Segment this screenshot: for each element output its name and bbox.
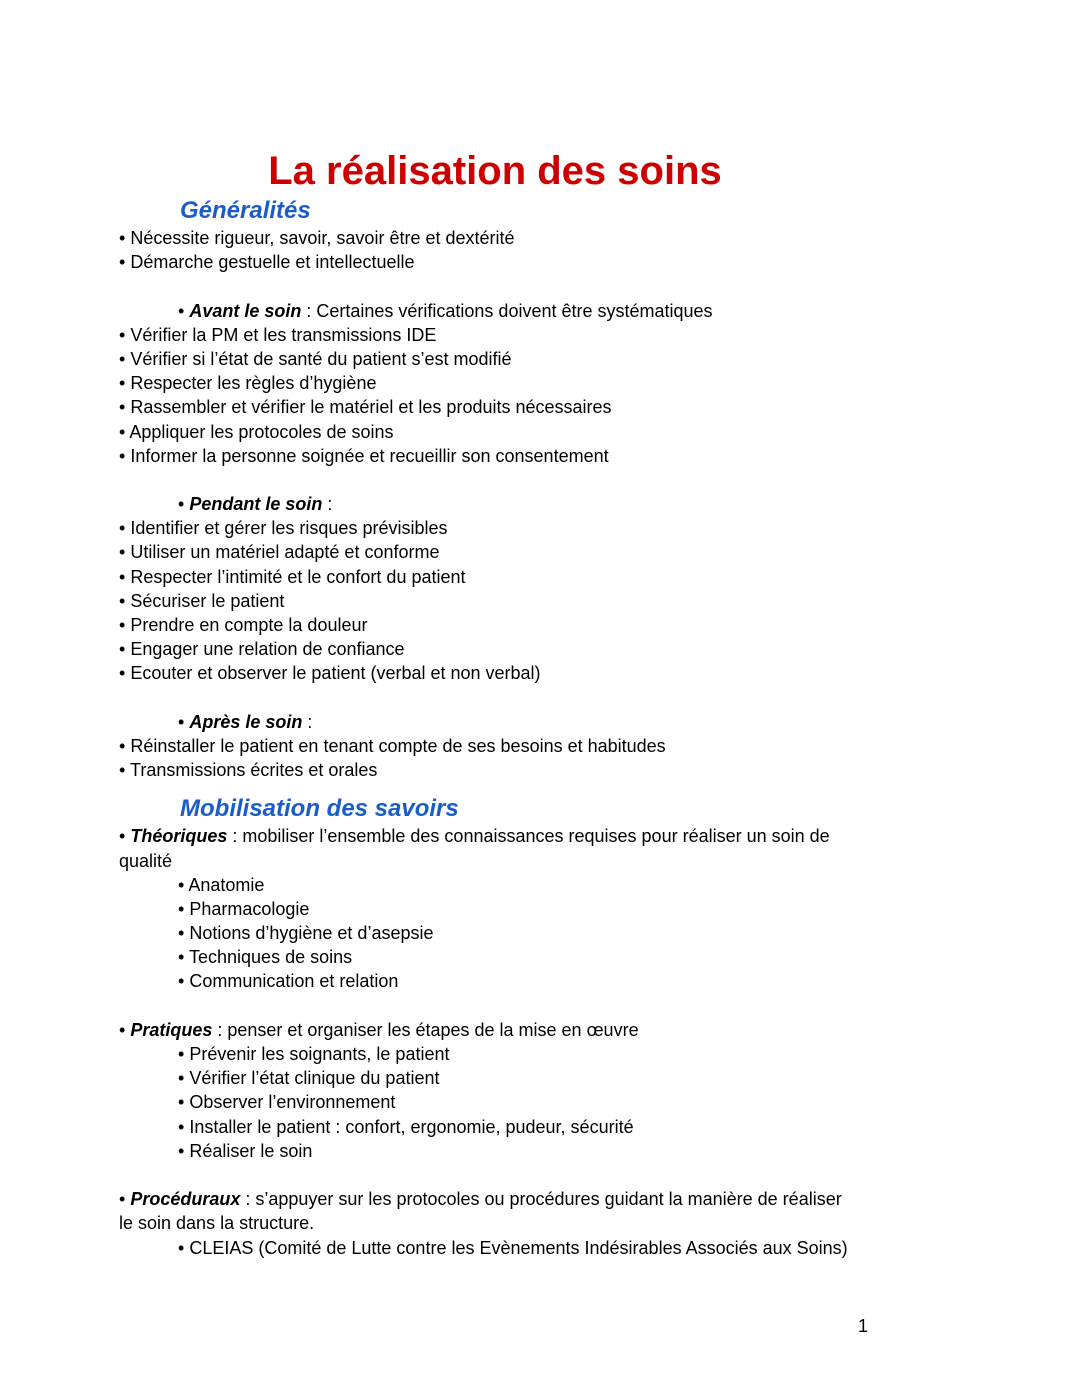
list-item: • Informer la personne soignée et recueillir son consentement [119,445,609,466]
subsection-avant-le-soin: • Avant le soin : Certaines vérifications doivent être systématiques [178,300,713,321]
paragraph-pratiques: • Pratiques : penser et organiser les étapes de la mise en œuvre [119,1019,639,1040]
subsection-apres-le-soin: • Après le soin : [178,711,313,732]
list-item: • Respecter l’intimité et le confort du patient [119,566,466,587]
bullet: • [119,252,126,273]
paragraph-proceduraux: • Procéduraux : s’appuyer sur les protocoles ou procédures guidant la manière de réaliser le soin dans la structure. [119,1189,842,1234]
list-item: • Vérifier si l’état de santé du patient s’est modifié [119,348,512,369]
document-body [119,192,879,1260]
list-item: • Respecter les règles d’hygiène [119,373,377,394]
list-item: • Appliquer les protocoles de soins [119,421,394,442]
section-heading-mobilisation: Mobilisation des savoirs [180,795,459,823]
paragraph-label: Pratiques [130,1019,213,1040]
subsection-label: Après le soin [189,711,303,732]
list-item: • Identifier et gérer les risques prévisibles [119,518,448,539]
list-item: • Transmissions écrites et orales [119,760,378,781]
list-item: • Techniques de soins [178,947,353,968]
list-item: • Vérifier la PM et les transmissions IDE [119,324,437,345]
subsection-pendant-le-soin: • Pendant le soin : [178,494,333,515]
list-item: • Démarche gestuelle et intellectuelle [119,252,415,273]
paragraph-label: Procéduraux [130,1189,241,1210]
list-item: • Pharmacologie [178,898,310,919]
list-item: • Communication et relation [178,971,399,992]
paragraph-label: Théoriques [130,826,228,847]
list-item: • Réinstaller le patient en tenant compte de ses besoins et habitudes [119,735,666,756]
page-title: La réalisation des soins [268,148,722,193]
bullet: • [119,228,126,248]
list-item: • Observer l’environnement [178,1092,396,1113]
list-item: • Engager une relation de confiance [119,639,405,660]
list-item: • Vérifier l’état clinique du patient [178,1068,440,1089]
paragraph-theoriques: • Théoriques : mobiliser l’ensemble des connaissances requises pour réaliser un soin de qualité [119,826,830,871]
list-item: • Notions d’hygiène et d’asepsie [178,923,434,944]
page-number: 1 [858,1316,869,1336]
list-item: • Réaliser le soin [178,1140,313,1161]
list-item: • Utiliser un matériel adapté et conforme [119,542,440,563]
list-item: • Nécessite rigueur, savoir, savoir être et dextérité [119,228,515,248]
bullet: • [178,300,185,321]
subsection-label: Pendant le soin [189,494,323,515]
list-item: • Installer le patient : confort, ergonomie, pudeur, sécurité [178,1116,634,1137]
section-heading-generalites: Généralités [180,197,311,224]
list-item: • CLEIAS (Comité de Lutte contre les Evènements Indésirables Associés aux Soins) [178,1237,848,1258]
list-item: • Sécuriser le patient [119,590,285,611]
list-item: • Ecouter et observer le patient (verbal et non verbal) [119,663,541,684]
list-item: • Prévenir les soignants, le patient [178,1044,450,1065]
list-item: • Anatomie [178,874,265,895]
subsection-label: Avant le soin [189,300,302,321]
list-item: • Rassembler et vérifier le matériel et les produits nécessaires [119,397,612,418]
list-item: • Prendre en compte la douleur [119,615,368,635]
